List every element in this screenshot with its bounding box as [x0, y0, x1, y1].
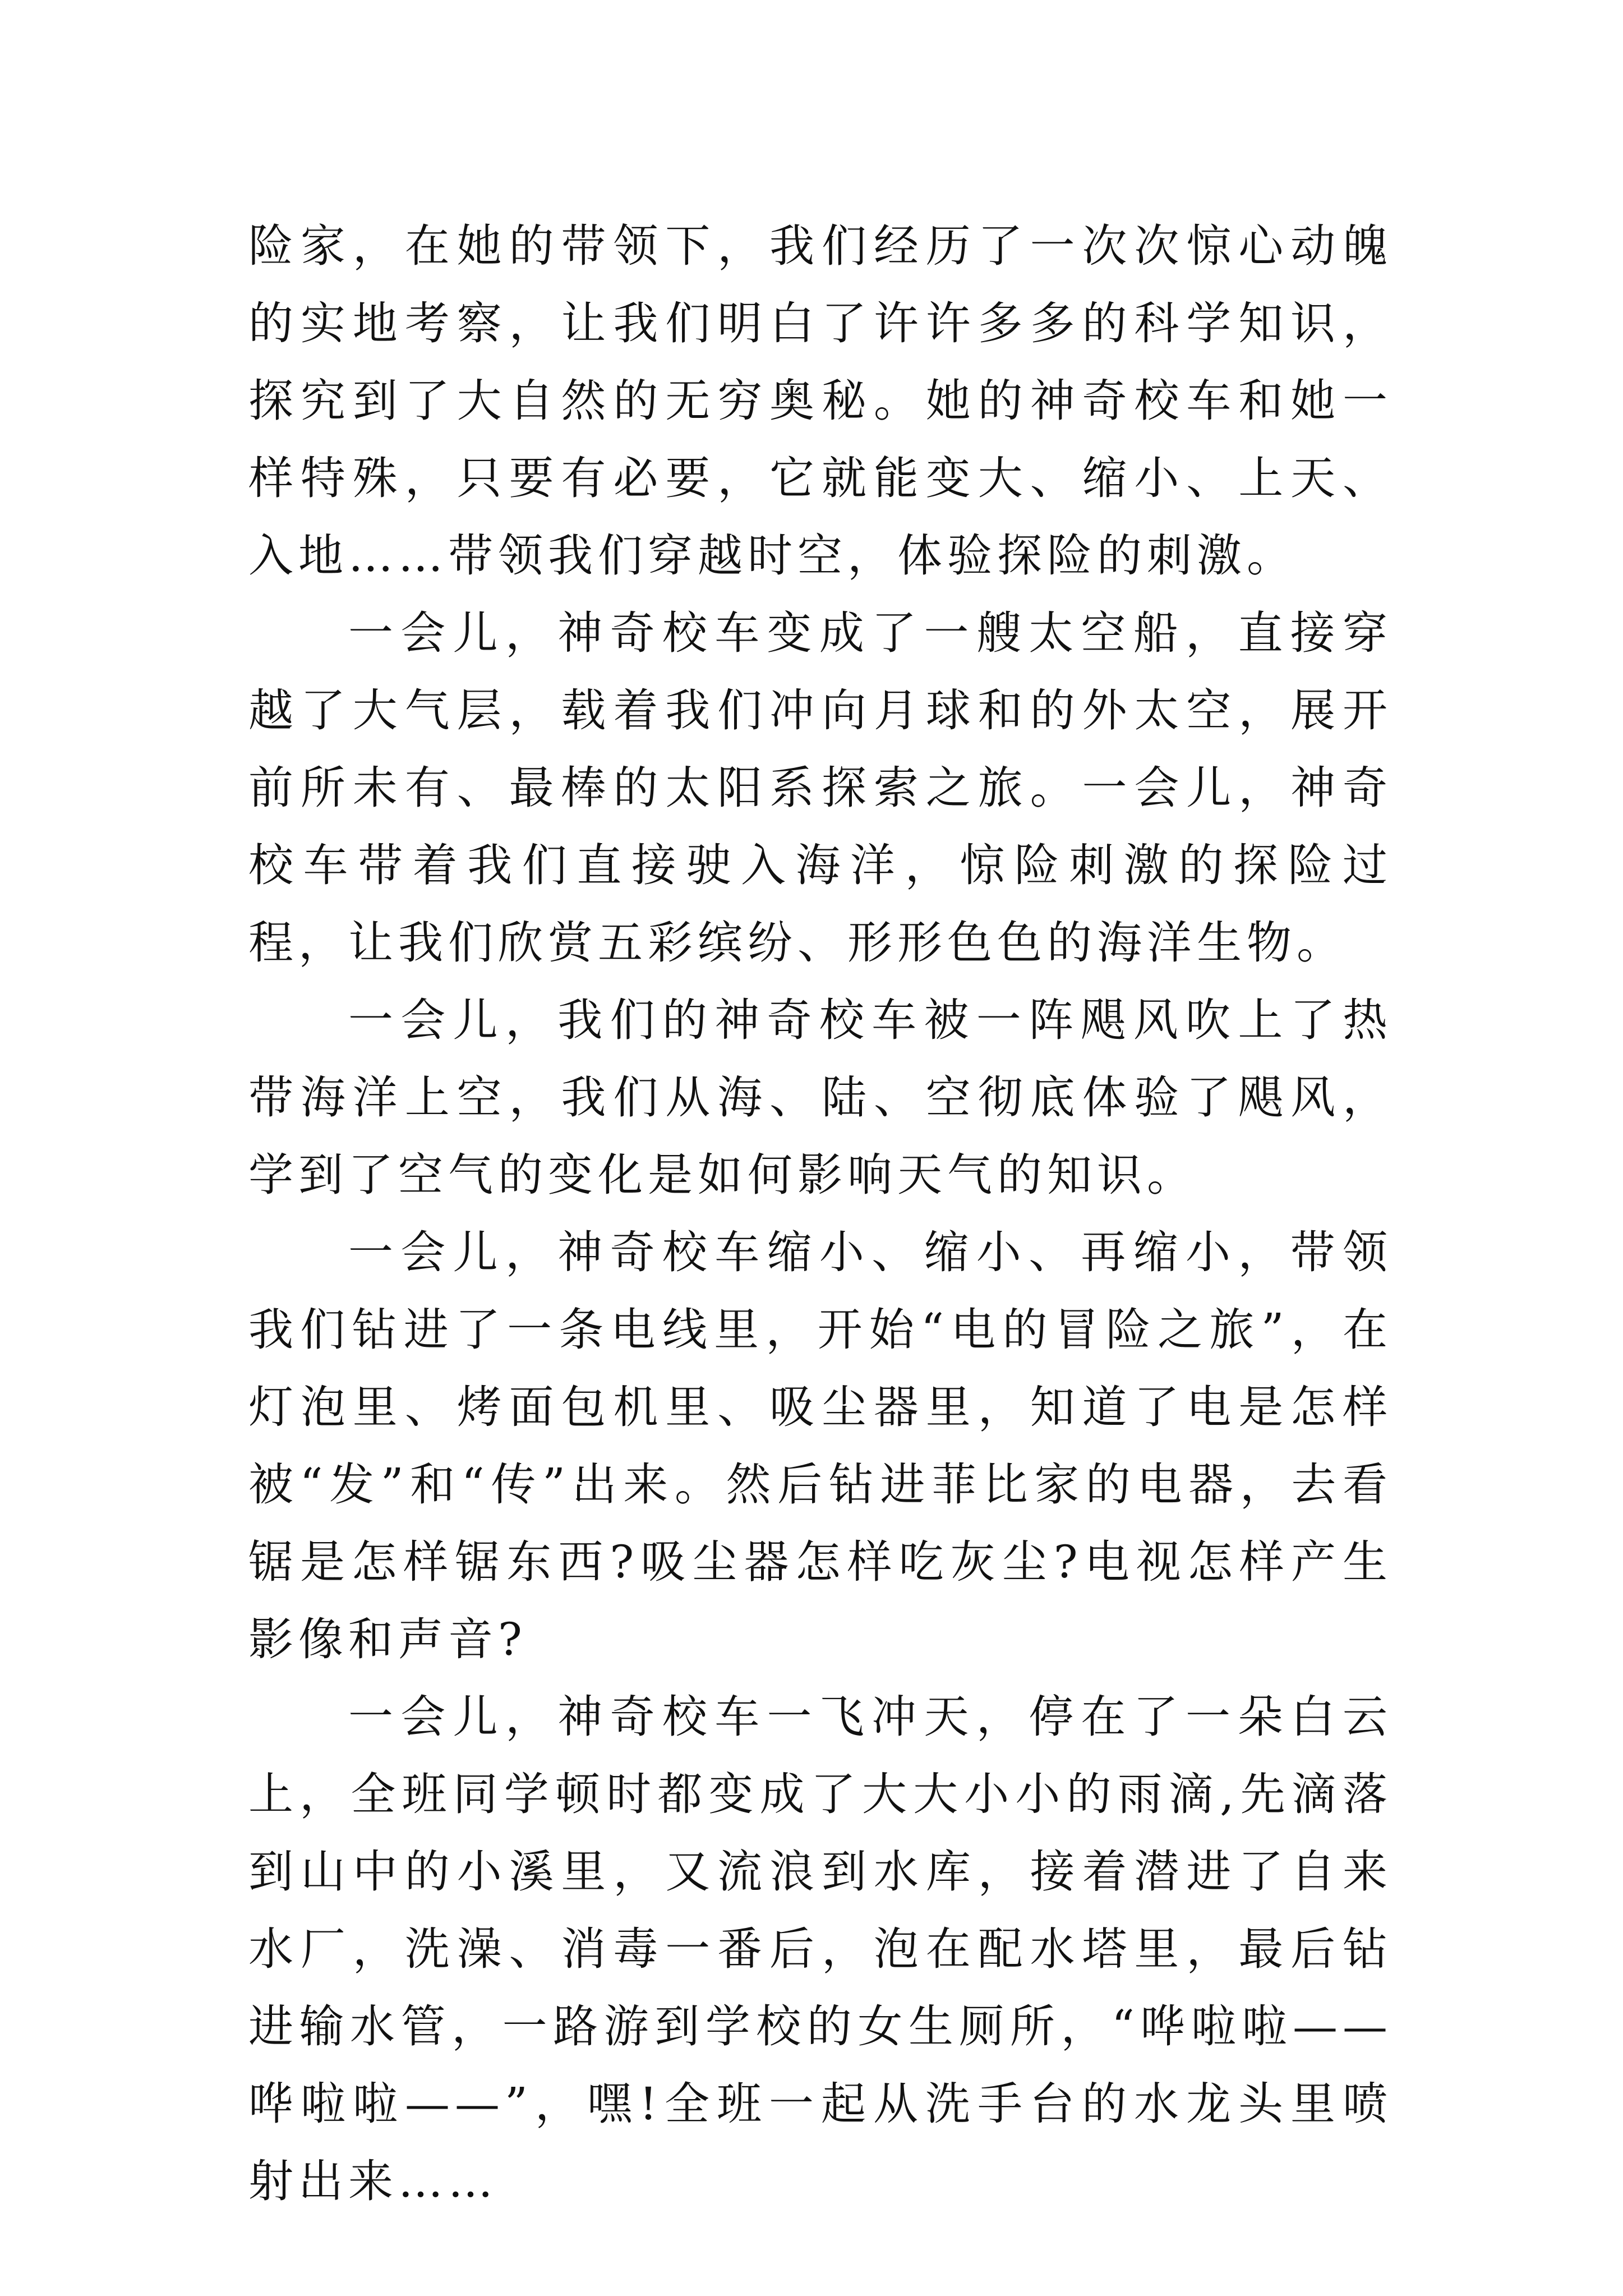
paragraph-5: 一会儿，神奇校车一飞冲天，停在了一朵白云上，全班同学顿时都变成了大大小小的雨滴,先滴落到山中的小溪里，又流浪到水库，接着潜进了自来水厂，洗澡、消毒一番后，泡在配水塔里，最后钻进输水管，一路游到学校的女生厕所，“哗啦啦——哗啦啦——”，嘿!全班一起从洗手台的水龙头里喷射出来……: [248, 1691, 1393, 2207]
paragraph-2: 一会儿，神奇校车变成了一艘太空船，直接穿越了大气层，载着我们冲向月球和的外太空，展开前所未有、最棒的太阳系探索之旅。一会儿，神奇校车带着我们直接驶入海洋，惊险刺激的探险过程，让我们欣赏五彩缤纷、形形色色的海洋生物。: [248, 607, 1393, 969]
paragraph-3: 一会儿，我们的神奇校车被一阵飓风吹上了热带海洋上空，我们从海、陆、空彻底体验了飓风，学到了空气的变化是如何影响天气的知识。: [248, 994, 1393, 1201]
document-body: [248, 208, 1393, 2220]
paragraph-4: 一会儿，神奇校车缩小、缩小、再缩小，带领我们钻进了一条电线里，开始“电的冒险之旅”，在灯泡里、烤面包机里、吸尘器里，知道了电是怎样被“发”和“传”出来。然后钻进菲比家的电器，去看锯是怎样锯东西?吸尘器怎样吃灰尘?电视怎样产生影像和声音?: [248, 1226, 1393, 1665]
paragraph-1: 险家，在她的带领下，我们经历了一次次惊心动魄的实地考察，让我们明白了许许多多的科学知识，探究到了大自然的无穷奥秘。她的神奇校车和她一样特殊，只要有必要，它就能变大、缩小、上天、入地……带领我们穿越时空，体验探险的刺激。: [248, 220, 1393, 582]
